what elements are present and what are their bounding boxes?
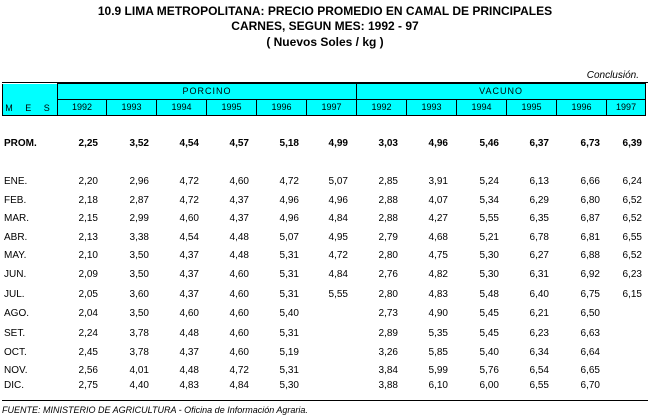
table-cell: 4,01: [129, 365, 149, 376]
table-row: [0, 306, 650, 322]
table-cell: 3,38: [129, 232, 149, 243]
table-cell: 4,27: [428, 213, 448, 224]
table-cell: 6,52: [622, 195, 642, 206]
row-label: OCT.: [4, 347, 27, 358]
table-cell: 2,20: [78, 176, 98, 187]
table-cell: 4,99: [328, 138, 348, 149]
table-cell: 2,96: [129, 176, 149, 187]
table-cell: 4,60: [229, 176, 249, 187]
table-cell: 6,00: [479, 380, 499, 391]
conclusion-note: Conclusión.: [586, 70, 639, 81]
header-year: 1994: [457, 100, 507, 116]
table-cell: 6,35: [529, 213, 549, 224]
table-cell: 2,56: [78, 365, 98, 376]
table-cell: 5,07: [279, 232, 299, 243]
table-cell: 6,23: [622, 269, 642, 280]
table-cell: 6,39: [622, 138, 642, 149]
header-year: 1992: [58, 100, 107, 116]
table-cell: 2,80: [378, 289, 398, 300]
table-cell: 6,75: [580, 289, 600, 300]
table-cell: 6,24: [622, 176, 642, 187]
table-cell: 4,60: [229, 347, 249, 358]
table-cell: 6,10: [428, 380, 448, 391]
table-cell: 4,96: [279, 213, 299, 224]
table-cell: 4,37: [179, 347, 199, 358]
table-cell: 4,54: [179, 232, 199, 243]
table-cell: 2,73: [378, 308, 398, 319]
table-cell: 4,60: [229, 328, 249, 339]
header-group-vacuno: VACUNO: [357, 84, 646, 100]
table-cell: 4,54: [179, 138, 199, 149]
table-cell: 6,54: [529, 365, 549, 376]
row-label: ENE.: [4, 176, 28, 187]
table-cell: 2,76: [378, 269, 398, 280]
table-cell: 2,05: [78, 289, 98, 300]
table-row: [0, 363, 650, 379]
table-cell: 6,55: [529, 380, 549, 391]
table-cell: 4,57: [229, 138, 249, 149]
table-cell: 2,99: [129, 213, 149, 224]
table-cell: 4,68: [428, 232, 448, 243]
header-year: 1995: [207, 100, 257, 116]
table-cell: 3,78: [129, 328, 149, 339]
header-year: 1995: [507, 100, 557, 116]
table-cell: 5,40: [479, 347, 499, 358]
table-cell: 5,48: [479, 289, 499, 300]
table-cell: 6,40: [529, 289, 549, 300]
table-cell: 3,60: [129, 289, 149, 300]
row-label: JUL.: [4, 289, 25, 300]
table-cell: 2,88: [378, 213, 398, 224]
table-row-prom: [0, 136, 650, 152]
table-cell: 6,27: [529, 250, 549, 261]
table-cell: 5,18: [279, 138, 299, 149]
table-cell: 4,07: [428, 195, 448, 206]
table-cell: 6,81: [580, 232, 600, 243]
table-cell: 6,34: [529, 347, 549, 358]
table-title-units: ( Nuevos Soles / kg ): [266, 35, 384, 49]
table-cell: 2,13: [78, 232, 98, 243]
table-cell: 5,31: [279, 269, 299, 280]
table-cell: 6,78: [529, 232, 549, 243]
table-title-line-1: 10.9 LIMA METROPOLITANA: PRECIO PROMEDIO EN CAMAL DE PRINCIPALES: [97, 4, 553, 18]
row-label: MAY.: [4, 250, 27, 261]
table-cell: 6,87: [580, 213, 600, 224]
row-label: NOV.: [4, 365, 28, 376]
table-cell: 4,83: [428, 289, 448, 300]
table-cell: 6,23: [529, 328, 549, 339]
table-cell: 6,63: [580, 328, 600, 339]
row-label: SET.: [4, 328, 26, 339]
table-cell: 2,18: [78, 195, 98, 206]
row-label: FEB.: [4, 195, 27, 206]
table-cell: 4,37: [179, 289, 199, 300]
table-cell: 6,52: [622, 250, 642, 261]
table-cell: 4,37: [179, 250, 199, 261]
table-cell: 4,72: [328, 250, 348, 261]
table-cell: 6,88: [580, 250, 600, 261]
table-cell: 6,50: [580, 308, 600, 319]
table-cell: 5,45: [479, 308, 499, 319]
table-cell: 2,45: [78, 347, 98, 358]
table-cell: 6,66: [580, 176, 600, 187]
table-cell: 5,21: [479, 232, 499, 243]
table-cell: 3,50: [129, 250, 149, 261]
table-cell: 4,72: [179, 195, 199, 206]
table-cell: 6,65: [580, 365, 600, 376]
table-cell: 5,31: [279, 250, 299, 261]
table-cell: 5,76: [479, 365, 499, 376]
header-mes: M E S: [3, 84, 58, 116]
table-cell: 5,40: [279, 308, 299, 319]
table-cell: 3,50: [129, 269, 149, 280]
header-year: 1997: [607, 100, 646, 116]
table-cell: 5,07: [328, 176, 348, 187]
row-label: MAR.: [4, 213, 29, 224]
table-cell: 4,84: [229, 380, 249, 391]
table-cell: 4,72: [229, 365, 249, 376]
table-cell: 6,13: [529, 176, 549, 187]
table-cell: 4,37: [229, 213, 249, 224]
table-cell: 6,64: [580, 347, 600, 358]
table-cell: 5,31: [279, 365, 299, 376]
table-cell: 4,37: [229, 195, 249, 206]
table-cell: 4,82: [428, 269, 448, 280]
table-row: [0, 211, 650, 227]
table-cell: 5,46: [479, 138, 499, 149]
table-cell: 3,50: [129, 308, 149, 319]
table-cell: 3,78: [129, 347, 149, 358]
header-year: 1992: [357, 100, 407, 116]
table-cell: 4,37: [179, 269, 199, 280]
table-cell: 4,60: [229, 289, 249, 300]
table-cell: 5,24: [479, 176, 499, 187]
table-cell: 2,10: [78, 250, 98, 261]
table-cell: 2,04: [78, 308, 98, 319]
table-row: [0, 378, 650, 394]
table-cell: 6,73: [580, 138, 600, 149]
table-cell: 4,48: [179, 328, 199, 339]
table-cell: 6,37: [529, 138, 549, 149]
table-cell: 2,80: [378, 250, 398, 261]
table-row: [0, 248, 650, 264]
table-cell: 5,45: [479, 328, 499, 339]
table-cell: 4,75: [428, 250, 448, 261]
table-cell: 5,35: [428, 328, 448, 339]
table-cell: 3,88: [378, 380, 398, 391]
table-row: [0, 174, 650, 190]
row-label: DIC.: [4, 380, 24, 391]
row-label: ABR.: [4, 232, 28, 243]
header-year: 1996: [557, 100, 607, 116]
table-cell: 3,03: [378, 138, 398, 149]
table-cell: 2,75: [78, 380, 98, 391]
table-cell: 6,29: [529, 195, 549, 206]
table-cell: 5,99: [428, 365, 448, 376]
table-row: [0, 287, 650, 303]
table-cell: 4,84: [328, 213, 348, 224]
row-label: PROM.: [4, 138, 37, 149]
table-row: [0, 193, 650, 209]
table-cell: 5,30: [279, 380, 299, 391]
table-cell: 5,30: [479, 250, 499, 261]
header-year: 1993: [107, 100, 157, 116]
table-cell: 5,31: [279, 328, 299, 339]
table-cell: 3,84: [378, 365, 398, 376]
table-cell: 6,92: [580, 269, 600, 280]
table-cell: 4,60: [179, 213, 199, 224]
table-cell: 5,31: [279, 289, 299, 300]
row-label: JUN.: [4, 269, 27, 280]
table-cell: 4,72: [279, 176, 299, 187]
table-cell: 2,85: [378, 176, 398, 187]
table-cell: 4,95: [328, 232, 348, 243]
table-cell: 4,96: [328, 195, 348, 206]
source-note: FUENTE: MINISTERIO DE AGRICULTURA - Oficina de Información Agraria.: [2, 405, 308, 415]
table-row: [0, 326, 650, 342]
table-cell: 3,52: [129, 138, 149, 149]
table-cell: 4,84: [328, 269, 348, 280]
table-row: [0, 230, 650, 246]
table-cell: 5,30: [479, 269, 499, 280]
table-cell: 5,19: [279, 347, 299, 358]
table-cell: 4,60: [229, 269, 249, 280]
table-cell: 5,85: [428, 347, 448, 358]
table-cell: 2,89: [378, 328, 398, 339]
table-cell: 4,83: [179, 380, 199, 391]
header-year: 1993: [407, 100, 457, 116]
header-table: [2, 83, 646, 116]
table-cell: 2,79: [378, 232, 398, 243]
table-cell: 2,88: [378, 195, 398, 206]
table-cell: 6,21: [529, 308, 549, 319]
table-cell: 5,55: [328, 289, 348, 300]
table-cell: 4,96: [428, 138, 448, 149]
table-cell: 3,26: [378, 347, 398, 358]
header-year: 1996: [257, 100, 307, 116]
table-cell: 5,34: [479, 195, 499, 206]
table-cell: 4,48: [179, 365, 199, 376]
table-cell: 6,15: [622, 289, 642, 300]
table-cell: 4,90: [428, 308, 448, 319]
table-cell: 4,60: [229, 308, 249, 319]
table-cell: 6,70: [580, 380, 600, 391]
table-cell: 4,40: [129, 380, 149, 391]
table-cell: 2,87: [129, 195, 149, 206]
table-cell: 2,25: [78, 138, 98, 149]
table-cell: 2,24: [78, 328, 98, 339]
table-cell: 6,55: [622, 232, 642, 243]
header-year: 1994: [157, 100, 207, 116]
table-cell: 3,91: [428, 176, 448, 187]
header-year: 1997: [307, 100, 357, 116]
table-cell: 4,72: [179, 176, 199, 187]
table-cell: 4,48: [229, 250, 249, 261]
table-row: [0, 267, 650, 283]
header-group-porcino: PORCINO: [58, 84, 357, 100]
table-cell: 5,55: [479, 213, 499, 224]
table-cell: 4,96: [279, 195, 299, 206]
table-cell: 4,60: [179, 308, 199, 319]
table-cell: 2,15: [78, 213, 98, 224]
bottom-rule: [2, 400, 648, 401]
row-label: AGO.: [4, 308, 30, 319]
table-cell: 6,31: [529, 269, 549, 280]
table-cell: 6,80: [580, 195, 600, 206]
table-cell: 4,48: [229, 232, 249, 243]
table-title-line-2: CARNES, SEGUN MES: 1992 - 97: [231, 19, 419, 33]
table-cell: 6,52: [622, 213, 642, 224]
table-cell: 2,09: [78, 269, 98, 280]
table-row: [0, 345, 650, 361]
